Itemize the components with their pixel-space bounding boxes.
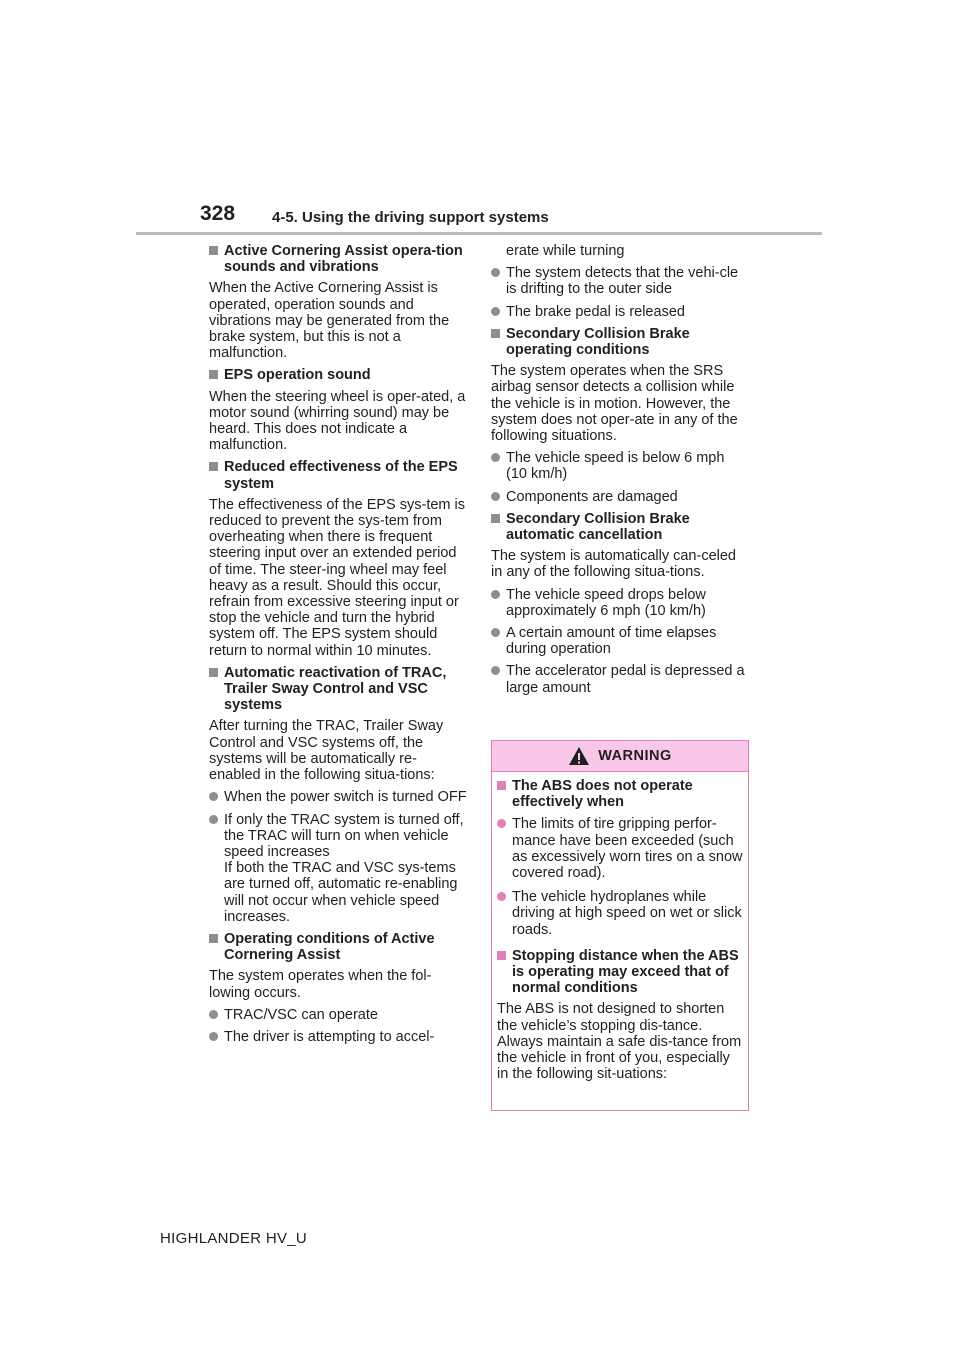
scb-op-bullet-1: The vehicle speed is below 6 mph (10 km/h): [491, 450, 749, 482]
right-column: [491, 243, 749, 696]
acs-heading: Active Cornering Assist opera-tion sounds and vibrations: [209, 243, 467, 275]
scb-cancel-bullet-2: A certain amount of time elapses during operation: [491, 625, 749, 657]
conditions-text: The system operates when the fol-lowing occurs.: [209, 968, 432, 1001]
reduced-heading: Reduced effectiveness of the EPS system: [209, 459, 467, 491]
stopping-heading: Stopping distance when the ABS is operating may exceed that of normal conditions: [497, 948, 743, 997]
warning-triangle-icon: [568, 746, 590, 766]
warning-title: WARNING: [598, 748, 672, 764]
scb-cancel-bullet-1: The vehicle speed drops below approximately 6 mph (10 km/h): [491, 587, 749, 619]
scb-cancel-text: The system is automatically can-celed in any of the following situa-tions.: [491, 548, 736, 581]
reduced-text: The effectiveness of the EPS sys-tem is reduced to prevent the sys-tem from overheating when there is frequent steering input over an extended period of time. The steer-ing wheel may feel heavy as a result. Should this occur, refrain from excessive steering input or stop the vehicle and turn the hybrid system off. The EPS system should return to normal within 10 minutes.: [209, 496, 466, 659]
header-rule: [136, 232, 822, 235]
abs-bullet-1: The limits of tire gripping perfor-mance have been exceeded (such as excessively worn tires on a snow covered road).: [497, 816, 743, 881]
footer-model: HIGHLANDER HV_U: [160, 1230, 308, 1247]
scb-op-bullet-2: Components are damaged: [491, 489, 749, 505]
warning-box: [491, 740, 749, 1111]
eps-heading: EPS operation sound: [209, 367, 467, 383]
abs-heading: The ABS does not operate effectively when: [497, 778, 743, 810]
reactivation-bullet-2: If only the TRAC system is turned off, the TRAC will turn on when vehicle speed increases: [209, 812, 467, 861]
scb-op-text: The system operates when the SRS airbag sensor detects a collision while the vehicle is in motion. However, the system does not oper-ate in any of the following situations.: [491, 363, 738, 445]
conditions-bullet-2-cont: erate while turning: [506, 243, 625, 259]
reactivation-text: After turning the TRAC, Trailer Sway Control and VSC systems off, the systems will be automatically re-enabled in the following situa-tions:: [209, 718, 444, 784]
section-title: 4-5. Using the driving support systems: [272, 209, 549, 226]
warning-header: [492, 741, 748, 772]
reactivation-heading: Automatic reactivation of TRAC, Trailer Sway Control and VSC systems: [209, 665, 467, 714]
abs-bullet-2: The vehicle hydroplanes while driving at high speed on wet or slick roads.: [497, 889, 743, 938]
scb-cancel-heading: Secondary Collision Brake automatic cancellation: [491, 511, 749, 543]
conditions-bullet-2: The driver is attempting to accel-: [209, 1029, 467, 1045]
conditions-heading: Operating conditions of Active Cornering Assist: [209, 931, 467, 963]
left-column: [209, 243, 467, 1045]
reactivation-bullet-2-cont: If both the TRAC and VSC sys-tems are turned off, automatic re-enabling will not occur when vehicle speed increases.: [224, 860, 458, 925]
conditions-bullet-4: The brake pedal is released: [491, 304, 749, 320]
warning-body: [492, 772, 748, 1082]
scb-cancel-bullet-3: The accelerator pedal is depressed a large amount: [491, 663, 749, 695]
reactivation-bullet-1: When the power switch is turned OFF: [209, 789, 467, 805]
conditions-bullet-3: The system detects that the vehi-cle is drifting to the outer side: [491, 265, 749, 297]
acs-text: When the Active Cornering Assist is operated, operation sounds and vibrations may be generated from the brake system, but this is not a malfunction.: [209, 280, 450, 362]
page-number: 328: [200, 202, 236, 225]
conditions-bullet-1: TRAC/VSC can operate: [209, 1007, 467, 1023]
scb-op-heading: Secondary Collision Brake operating conditions: [491, 326, 749, 358]
eps-text: When the steering wheel is oper-ated, a motor sound (whirring sound) may be heard. This does not indicate a malfunction.: [209, 388, 466, 454]
stopping-text: The ABS is not designed to shorten the vehicle’s stopping dis-tance. Always maintain a safe dis-tance from the vehicle in front of you, especially in the following sit-uations:: [497, 1001, 742, 1083]
